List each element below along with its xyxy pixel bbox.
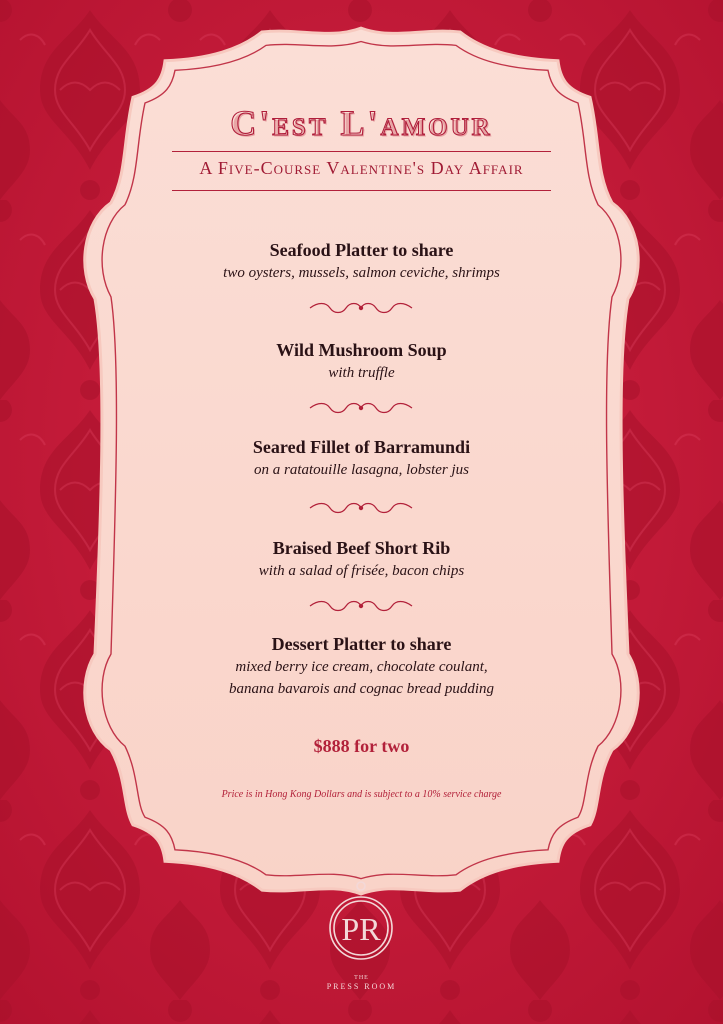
course-3-name: Seared Fillet of Barramundi <box>252 437 471 457</box>
title-rule-bottom <box>172 190 551 191</box>
course-4-name: Braised Beef Short Rib <box>272 538 451 558</box>
monogram-icon <box>0 878 723 974</box>
title-rule-top <box>172 151 551 152</box>
course-5-desc-line-2: banana bavarois and cognac bread pudding <box>228 681 495 697</box>
monogram-text: PR <box>341 911 381 947</box>
press-room-logo <box>0 878 723 978</box>
flourish-divider-1 <box>0 300 723 316</box>
course-4-desc: with a salad of frisée, bacon chips <box>258 563 465 579</box>
course-5-name: Dessert Platter to share <box>271 634 452 654</box>
menu-subtitle: A Five-Course Valentine's Day Affair <box>199 158 524 178</box>
course-1-name: Seafood Platter to share <box>269 240 454 260</box>
menu-price: $888 for two <box>313 736 410 756</box>
flourish-divider-4 <box>0 598 723 614</box>
flourish-divider-3 <box>0 500 723 516</box>
course-5-desc-line-1: mixed berry ice cream, chocolate coulant, <box>235 659 488 675</box>
brand-the: THE <box>354 975 369 981</box>
brand-name: PRESS ROOM <box>326 982 397 991</box>
flourish-divider-2 <box>0 400 723 416</box>
course-2-desc: with truffle <box>328 365 395 381</box>
course-2-name: Wild Mushroom Soup <box>276 340 447 360</box>
menu-title: C'est L'amour <box>230 103 493 143</box>
service-charge-note: Price is in Hong Kong Dollars and is subject to a 10% service charge <box>221 789 502 800</box>
course-3-desc: on a ratatouille lasagna, lobster jus <box>253 462 469 478</box>
course-1-desc: two oysters, mussels, salmon ceviche, shrimps <box>223 265 500 281</box>
